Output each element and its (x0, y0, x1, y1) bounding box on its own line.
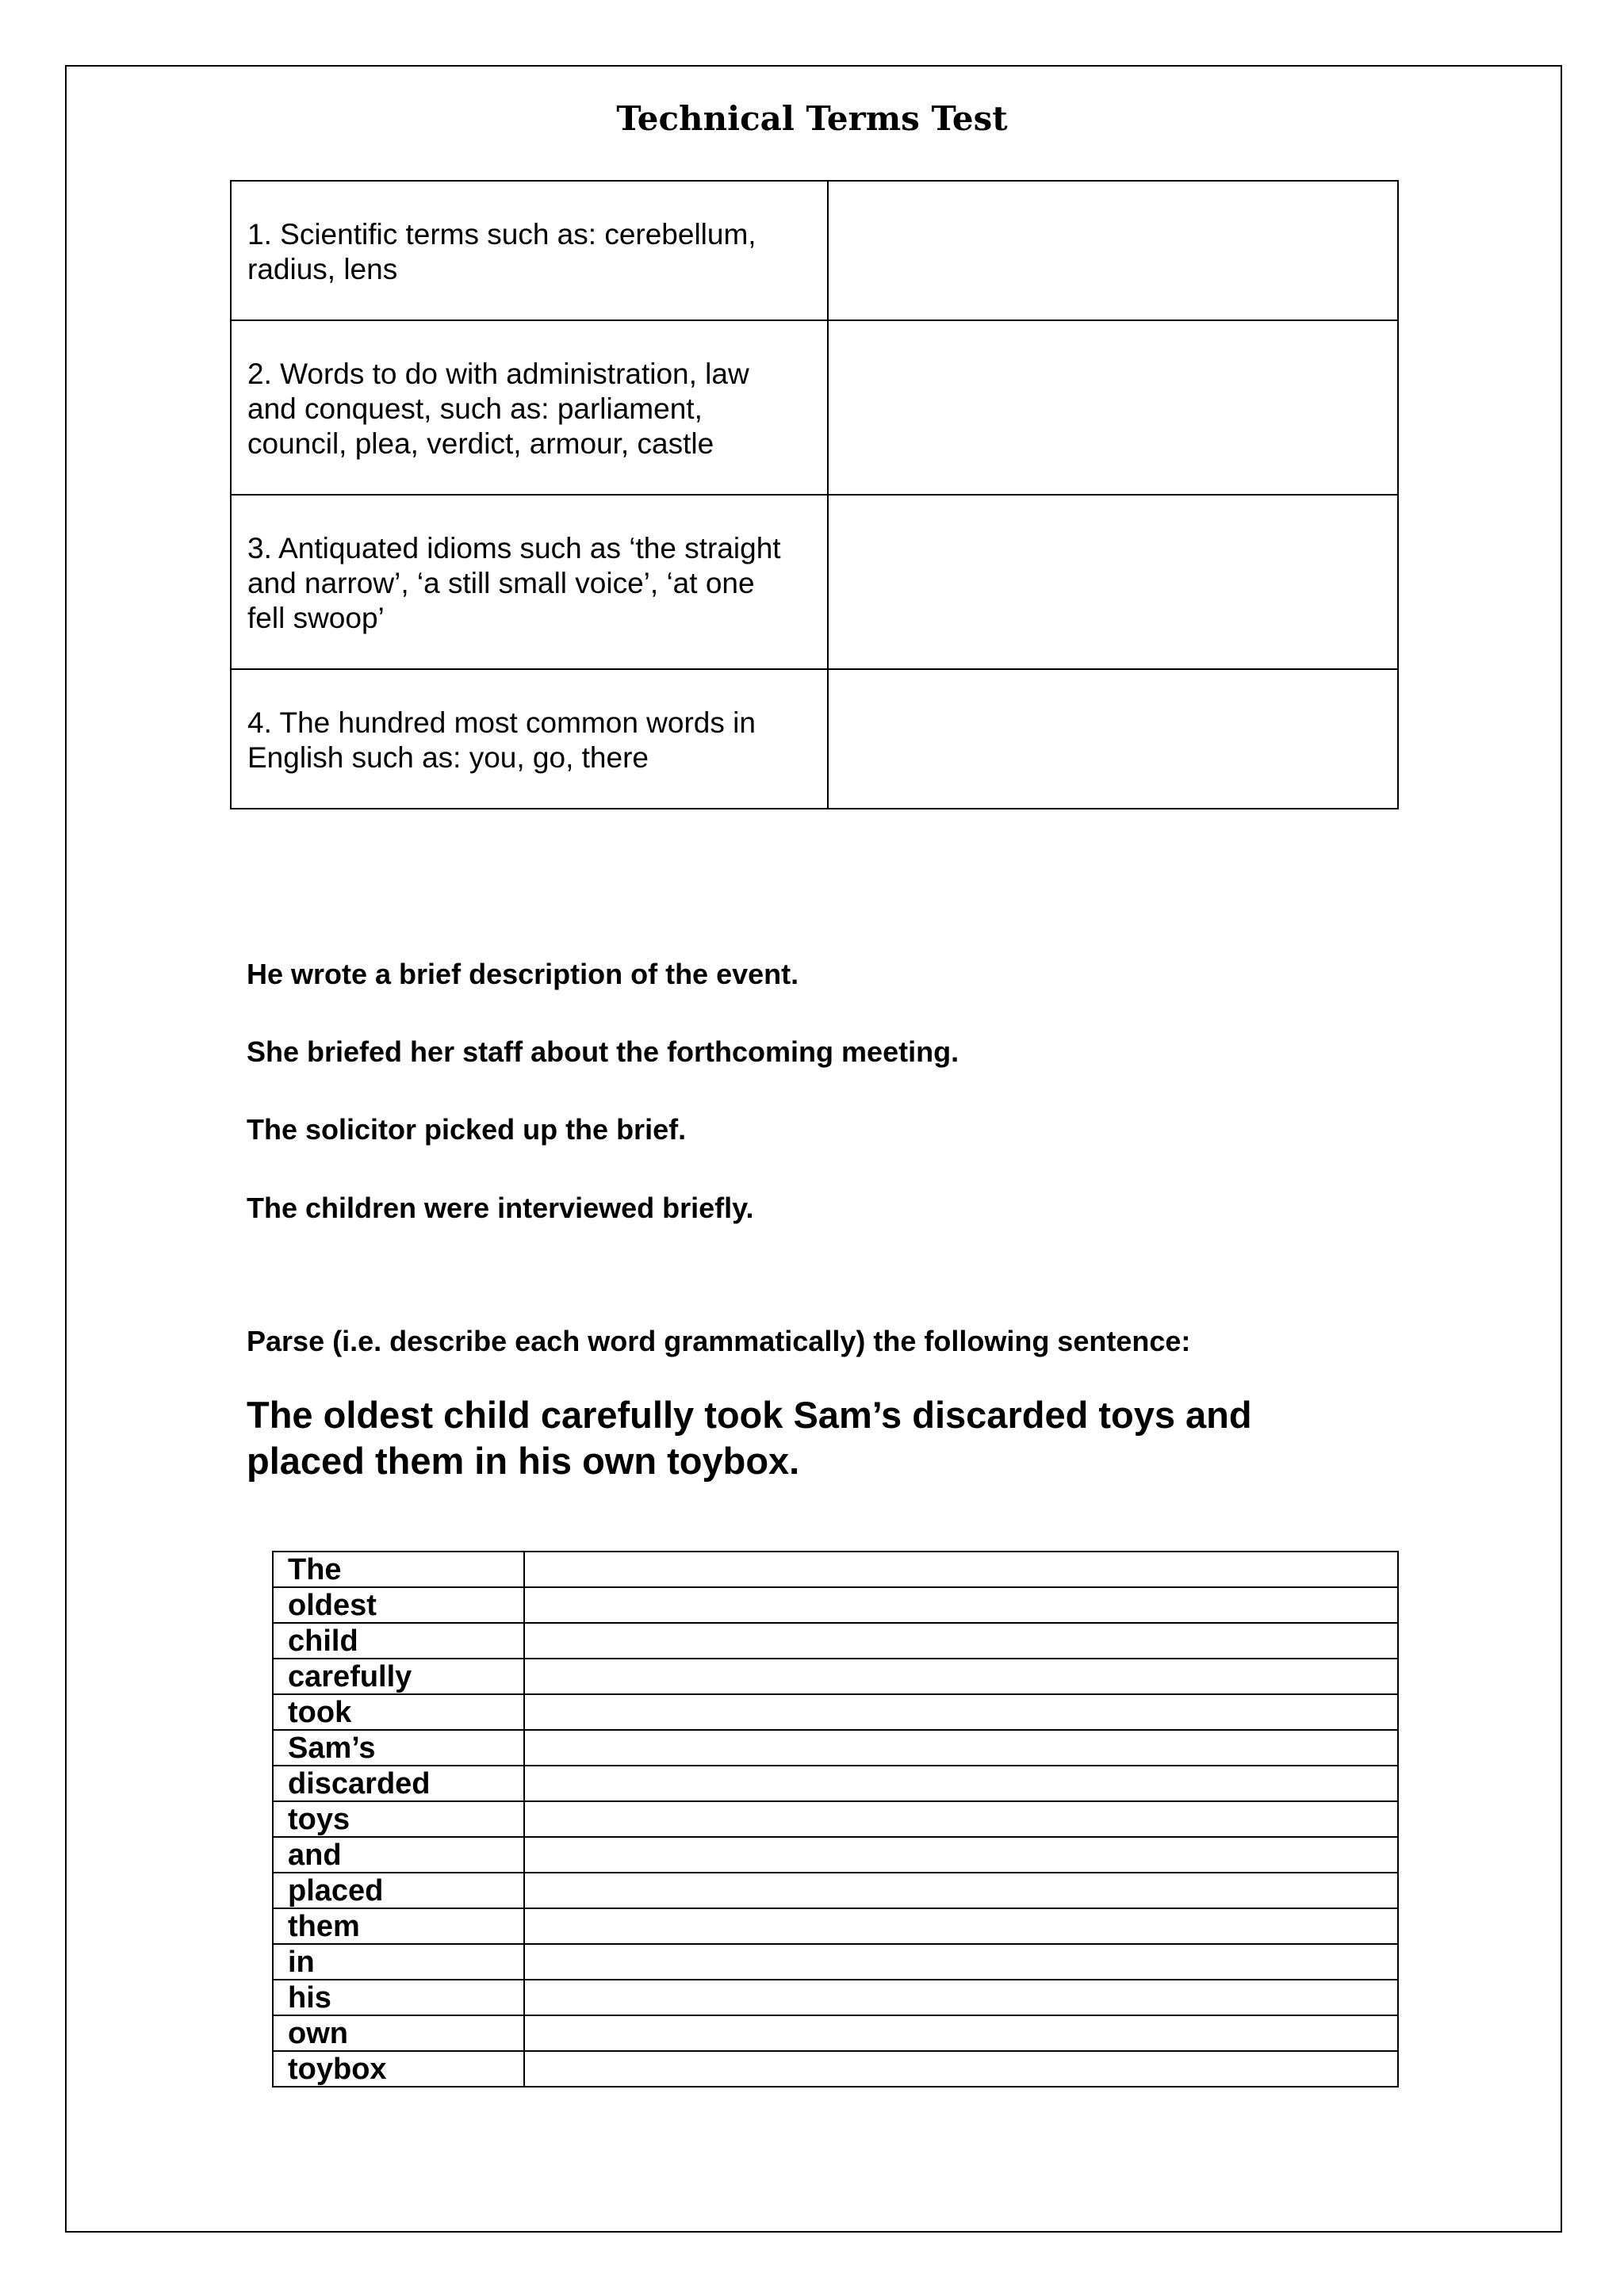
parse-answer-cell[interactable] (524, 1980, 1398, 2015)
parse-row (273, 1730, 1398, 1766)
parse-row (273, 1552, 1398, 1587)
parse-answer-cell[interactable] (524, 1587, 1398, 1623)
parse-answer-cell[interactable] (524, 2015, 1398, 2051)
example-sentence-3: The solicitor picked up the brief. (247, 1113, 687, 1146)
example-sentence-2: She briefed her staff about the forthcoming meeting. (247, 1035, 959, 1068)
parse-word: his (273, 1980, 524, 2015)
parse-instruction: Parse (i.e. describe each word grammatically) the following sentence: (247, 1325, 1191, 1357)
example-sentence-4: The children were interviewed briefly. (247, 1192, 754, 1224)
parse-word: toybox (273, 2051, 524, 2087)
parse-word: them (273, 1908, 524, 1944)
parse-answer-cell[interactable] (524, 1908, 1398, 1944)
parse-answer-cell[interactable] (524, 1694, 1398, 1730)
parse-row (273, 1980, 1398, 2015)
term-4-line-1: 4. The hundred most common words in (247, 706, 756, 739)
term-1-line-2: radius, lens (247, 253, 398, 285)
parse-row (273, 1801, 1398, 1837)
term-2-line-3: council, plea, verdict, armour, castle (247, 427, 714, 460)
parse-answer-cell[interactable] (524, 1944, 1398, 1980)
parse-row (273, 1694, 1398, 1730)
terms-row-4 (231, 669, 1398, 809)
term-label-2 (231, 320, 828, 495)
terms-row-1 (231, 181, 1398, 320)
parse-table (272, 1551, 1399, 2087)
parse-word: and (273, 1837, 524, 1873)
parse-word: The (273, 1552, 524, 1587)
term-1-line-1: 1. Scientific terms such as: cerebellum, (247, 218, 756, 251)
term-label-1 (231, 181, 828, 320)
parse-row (273, 1659, 1398, 1694)
parse-answer-cell[interactable] (524, 1873, 1398, 1908)
parse-row (273, 2051, 1398, 2087)
example-sentence-1: He wrote a brief description of the event. (247, 958, 799, 990)
parse-row (273, 1587, 1398, 1623)
parse-word: Sam’s (273, 1730, 524, 1766)
term-answer-1[interactable] (828, 181, 1398, 320)
parse-row (273, 2015, 1398, 2051)
parse-row (273, 1908, 1398, 1944)
parse-word: child (273, 1623, 524, 1659)
term-4-line-2: English such as: you, go, there (247, 741, 649, 774)
term-3-line-3: fell swoop’ (247, 602, 385, 634)
terms-row-3 (231, 495, 1398, 669)
parse-word: carefully (273, 1659, 524, 1694)
term-2-line-1: 2. Words to do with administration, law (247, 358, 749, 390)
parse-answer-cell[interactable] (524, 2051, 1398, 2087)
parse-answer-cell[interactable] (524, 1801, 1398, 1837)
parse-answer-cell[interactable] (524, 1552, 1398, 1587)
terms-row-2 (231, 320, 1398, 495)
parse-row (273, 1873, 1398, 1908)
parse-row (273, 1837, 1398, 1873)
term-3-line-1: 3. Antiquated idioms such as ‘the straight (247, 532, 781, 564)
page-title: Technical Terms Test (616, 99, 1008, 138)
parse-sentence-line-2: placed them in his own toybox. (247, 1440, 800, 1482)
term-answer-3[interactable] (828, 495, 1398, 669)
parse-answer-cell[interactable] (524, 1766, 1398, 1801)
parse-word: toys (273, 1801, 524, 1837)
parse-word: own (273, 2015, 524, 2051)
term-label-4 (231, 669, 828, 809)
term-3-line-2: and narrow’, ‘a still small voice’, ‘at one (247, 567, 755, 599)
term-answer-2[interactable] (828, 320, 1398, 495)
parse-answer-cell[interactable] (524, 1659, 1398, 1694)
parse-row (273, 1623, 1398, 1659)
parse-row (273, 1766, 1398, 1801)
term-2-line-2: and conquest, such as: parliament, (247, 392, 703, 425)
parse-sentence (247, 1392, 1436, 1484)
parse-word: in (273, 1944, 524, 1980)
parse-sentence-line-1: The oldest child carefully took Sam’s discarded toys and (247, 1394, 1252, 1436)
term-answer-4[interactable] (828, 669, 1398, 809)
parse-answer-cell[interactable] (524, 1623, 1398, 1659)
terms-table (230, 180, 1399, 809)
term-label-3 (231, 495, 828, 669)
parse-answer-cell[interactable] (524, 1730, 1398, 1766)
parse-row (273, 1944, 1398, 1980)
parse-word: took (273, 1694, 524, 1730)
parse-word: discarded (273, 1766, 524, 1801)
parse-answer-cell[interactable] (524, 1837, 1398, 1873)
parse-word: oldest (273, 1587, 524, 1623)
parse-word: placed (273, 1873, 524, 1908)
